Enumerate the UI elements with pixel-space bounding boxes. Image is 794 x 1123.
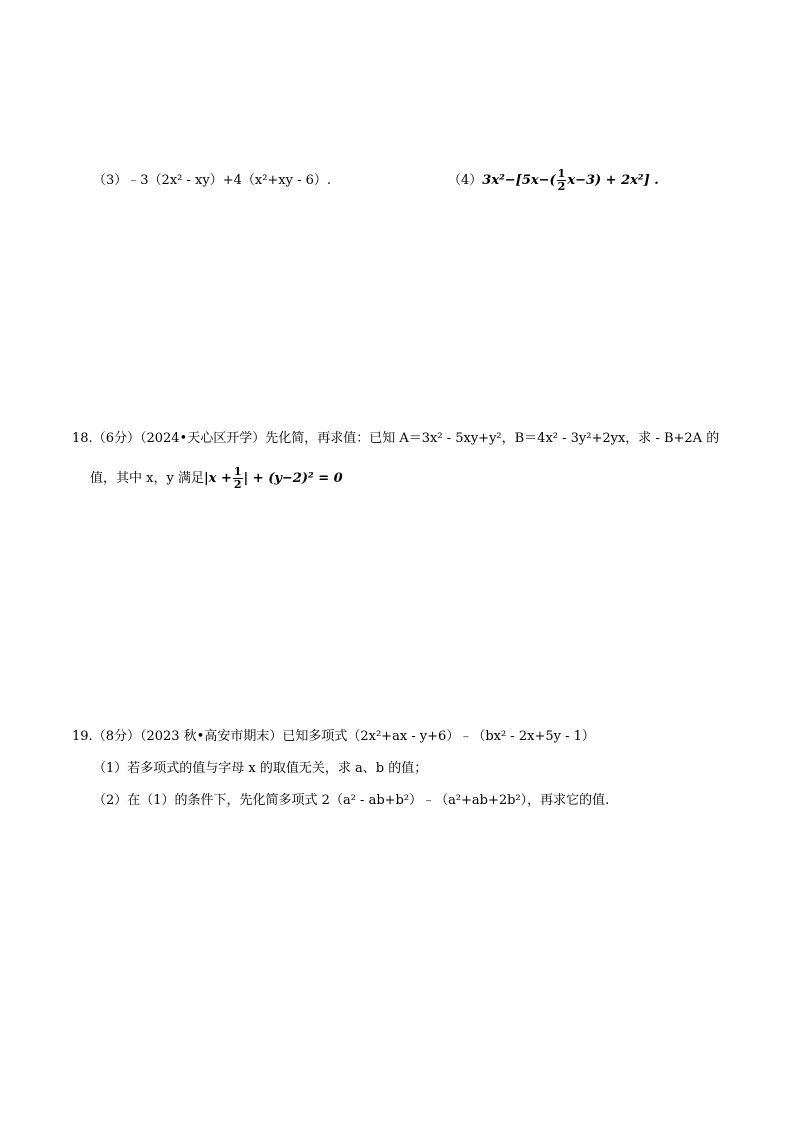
q19-number: 19. bbox=[72, 729, 93, 744]
q19-sub2-text: （2）在（1）的条件下，先化简多项式 2（a² - ab+b²）﹣（a²+ab+2b²），再求它的值. bbox=[93, 793, 610, 808]
fraction-denominator: 2 bbox=[233, 478, 242, 491]
q18-line2 bbox=[90, 466, 343, 491]
q17-part3-label: （3） bbox=[93, 173, 128, 188]
q18-number: 18. bbox=[72, 431, 93, 446]
q19-sub1 bbox=[93, 760, 427, 778]
q17-part4-fraction bbox=[557, 168, 567, 193]
q18-text-line2: 值，其中 x，y 满足 bbox=[90, 471, 204, 486]
q18-points: （6分） bbox=[92, 431, 140, 446]
q17-part4-expr-a: 3x²−[5x−( bbox=[482, 173, 556, 188]
q19-line1 bbox=[72, 728, 595, 746]
fraction-numerator: 1 bbox=[557, 167, 566, 180]
q17-part4-label: （4） bbox=[448, 173, 483, 188]
q17-part3 bbox=[93, 172, 331, 190]
q19-text-line1: 已知多项式（2x²+ax - y+6）﹣（bx² - 2x+5y - 1） bbox=[282, 729, 595, 744]
fraction-denominator: 2 bbox=[557, 180, 566, 193]
q17-part3-expr: ﹣3（2x² - xy）+4（x²+xy - 6）. bbox=[127, 173, 332, 188]
q18-source: （2024•天心区开学） bbox=[139, 431, 266, 446]
fraction-numerator: 1 bbox=[233, 465, 242, 478]
q18-line1 bbox=[72, 430, 719, 448]
q19-source: （2023 秋•高安市期末） bbox=[139, 729, 283, 744]
q19-sub2 bbox=[93, 792, 609, 810]
q18-condition-a: |x + bbox=[203, 471, 232, 486]
q18-condition-b: | + (y−2)² = 0 bbox=[243, 471, 343, 486]
q17-part4-expr-b: x−3) + 2x²] . bbox=[567, 173, 659, 188]
q18-condition-fraction bbox=[233, 466, 243, 491]
q18-text-line1: 先化简，再求值：已知 A＝3x² - 5xy+y²，B＝4x² - 3y²+2yx，求 - B+2A 的 bbox=[265, 431, 720, 446]
q19-points: （8分） bbox=[92, 729, 140, 744]
q19-sub1-text: （1）若多项式的值与字母 x 的取值无关，求 a、b 的值； bbox=[93, 761, 428, 776]
q17-part4 bbox=[448, 168, 659, 193]
